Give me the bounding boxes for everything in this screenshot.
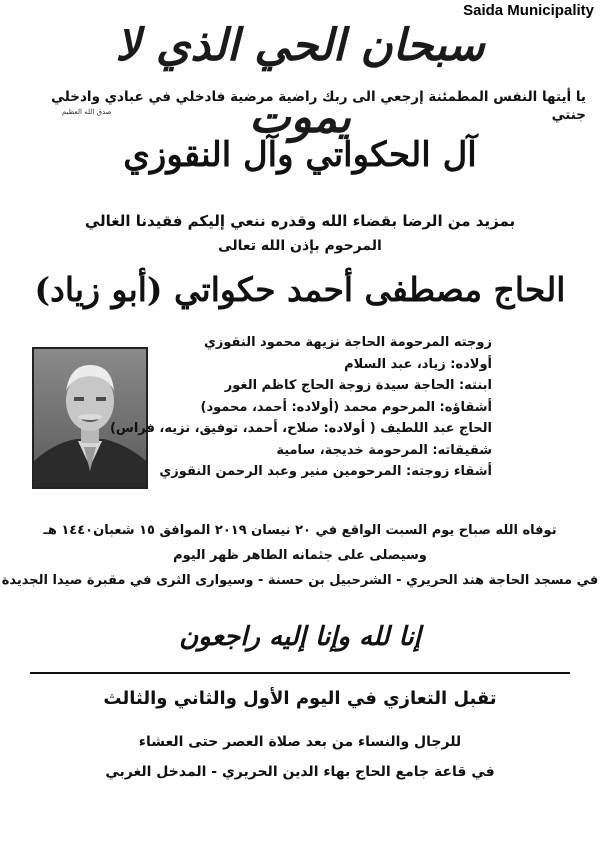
death-and-funeral-info bbox=[0, 518, 600, 593]
condolence-time: للرجال والنساء من بعد صلاة العصر حتى العشاء bbox=[138, 734, 462, 750]
list-item: شقيقاته: المرحومة خديجة، سامية bbox=[276, 442, 492, 458]
list-item: زوجته المرحومة الحاجة نزيهة محمود النقوزي bbox=[203, 335, 492, 350]
calligraphy-header: سبحان الحي الذي لا يموت bbox=[115, 20, 485, 143]
family-names-heading: آل الحكواتي وآل النقوزي bbox=[123, 135, 477, 175]
family-members-list bbox=[109, 332, 492, 483]
list-item: أشقاء زوجته: المرحومين منير وعبد الرحمن النقوزي bbox=[159, 464, 492, 479]
list-item: ابنته: الحاجة سيدة زوجة الحاج كاظم الغور bbox=[224, 378, 492, 393]
quran-verse: يا أيتها النفس المطمئنة إرجعي الى ربك راضية مرضية فادخلي في عبادي وادخلي جنتي bbox=[51, 89, 586, 123]
condolence-title: تقبل التعازي في اليوم الأول والثاني والثالث bbox=[103, 688, 497, 709]
condolence-location: في قاعة جامع الحاج بهاء الدين الحريري - المدخل الغربي bbox=[105, 764, 495, 780]
prayer-line: وسيصلى على جثمانه الطاهر ظهر اليوم bbox=[173, 548, 427, 563]
deceased-name: الحاج مصطفى أحمد حكواتي (أبو زياد) bbox=[34, 270, 566, 309]
verse-source: صدق الله العظيم bbox=[62, 108, 112, 116]
inna-lillah-calligraphy: إنا لله وإنا إليه راجعون bbox=[179, 622, 421, 652]
announcement-intro: بمزيد من الرضا بقضاء الله وقدره ننعي إليكم فقيدنا الغالي bbox=[84, 212, 516, 230]
source-watermark: Saida Municipality bbox=[463, 2, 594, 19]
list-item: أولاده: زياد، عبد السلام bbox=[344, 356, 492, 372]
announcement-intro-2: المرحوم بإذن الله تعالى bbox=[218, 238, 382, 254]
list-item: أشقاؤه: المرحوم محمد (أولاده: أحمد، محمود) bbox=[200, 399, 492, 415]
list-item: الحاج عبد اللطيف ( أولاده: صلاح، أحمد، توفيق، نزيه، فراس) bbox=[109, 421, 492, 436]
burial-location-line: في مسجد الحاجة هند الحريري - الشرحبيل بن حسنة - وسيوارى الثرى في مقبرة صيدا الجديدة bbox=[1, 573, 599, 588]
divider bbox=[30, 672, 570, 674]
death-date-line: توفاه الله صباح يوم السبت الواقع في ٢٠ نيسان ٢٠١٩ الموافق ١٥ شعبان١٤٤٠ هـ bbox=[43, 523, 557, 538]
